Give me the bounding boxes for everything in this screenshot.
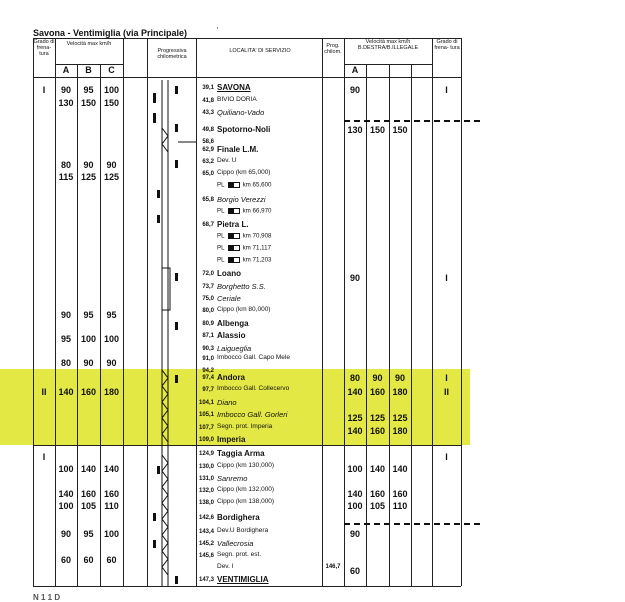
- speed-b-left: 95: [83, 310, 94, 320]
- speed-c-left: 110: [104, 501, 119, 511]
- km-value: 41,8: [202, 98, 214, 104]
- speed-a-right: 140: [347, 489, 363, 499]
- speed-a-left: 130: [58, 98, 74, 108]
- km-value: 62,9: [202, 147, 214, 153]
- speed-c-left: 160: [103, 489, 120, 499]
- location-name: Segn. prot. est.: [217, 551, 262, 558]
- title-mark: ': [217, 27, 219, 34]
- km-value: 87,1: [202, 333, 214, 339]
- speed-c-right: 110: [392, 501, 408, 511]
- speed-c-right: 180: [392, 426, 408, 436]
- speed-c-left: 60: [106, 555, 117, 565]
- speed-c-left: 100: [103, 85, 120, 95]
- km-value: 130,0: [198, 464, 214, 470]
- header-progressiva: Progressiva chilometrica: [157, 48, 187, 60]
- speed-b-right: 125: [369, 413, 386, 423]
- km-value: 97,4: [202, 375, 214, 381]
- pl-km: km 71,203: [242, 256, 272, 264]
- speed-c-left: 180: [103, 387, 120, 397]
- speed-c-right: 150: [392, 125, 408, 135]
- km-value: 109,0: [198, 437, 214, 443]
- km-value: 80,9: [202, 321, 214, 327]
- speed-b-left: 160: [80, 489, 97, 499]
- location-name: Cippo (km 65,000): [217, 169, 271, 176]
- header-grado-right: Grado di frena- tura: [434, 39, 460, 51]
- pl-km: km 71,117: [242, 244, 272, 252]
- speed-c-left: 140: [103, 464, 120, 474]
- km-value: 43,3: [202, 110, 214, 116]
- speed-c-left: 95: [106, 310, 117, 320]
- km-value: 145,2: [198, 541, 214, 547]
- location-name: Quiliano-Vado: [217, 108, 265, 117]
- speed-a-left: 90: [60, 85, 71, 95]
- prog-chilom-value: 146,7: [325, 564, 341, 570]
- tunnel-marker: [162, 455, 168, 575]
- speed-a-left: 140: [58, 489, 74, 499]
- speed-a-left: 90: [60, 310, 71, 320]
- speed-c-right: 140: [392, 464, 408, 474]
- speed-b-left: 150: [80, 98, 97, 108]
- km-value: 145,6: [198, 553, 214, 559]
- signal-mark: [175, 322, 178, 330]
- km-value: 147,3: [198, 577, 214, 583]
- speed-a-left: 90: [60, 529, 71, 539]
- speed-b-left: 100: [80, 334, 97, 344]
- location-name: Vallecrosia: [217, 539, 254, 548]
- location-name: Imbocco Gall. Gorleri: [217, 410, 288, 419]
- speed-b-right: 90: [372, 373, 383, 383]
- signal-mark: [175, 576, 178, 584]
- speed-c-right: 90: [394, 373, 405, 383]
- km-value: 105,1: [198, 412, 214, 418]
- location-name: Spotorno-Noli: [217, 125, 271, 134]
- signal-mark: [153, 113, 156, 123]
- speed-a-left: 95: [60, 334, 71, 344]
- speed-c-right: 160: [392, 489, 408, 499]
- signal-mark: [175, 273, 178, 281]
- location-name: Borgio Verezzi: [217, 195, 266, 204]
- grade-left: I: [42, 85, 46, 95]
- location-name: Albenga: [217, 319, 249, 328]
- signal-mark: [175, 160, 178, 168]
- km-value: 132,0: [198, 488, 214, 494]
- km-value: 49,8: [202, 127, 214, 133]
- km-value: 75,0: [202, 296, 214, 302]
- location-name: Dev. I: [217, 563, 234, 570]
- location-name: Finale L.M.: [217, 145, 259, 154]
- km-value: 58,6: [202, 139, 214, 145]
- speed-b-left: 60: [83, 555, 94, 565]
- pl-label: PL: [217, 256, 225, 264]
- grade-right: I: [445, 373, 448, 383]
- km-value: 97,7: [202, 387, 214, 393]
- pl-label: PL: [217, 207, 225, 215]
- speed-c-left: 150: [103, 98, 120, 108]
- grade-right: I: [445, 273, 448, 283]
- pl-label: PL: [217, 244, 225, 252]
- grade-right: I: [445, 85, 448, 95]
- km-value: 138,0: [198, 500, 214, 506]
- signal-mark: [157, 190, 160, 198]
- location-name: Sanremo: [217, 474, 248, 483]
- signal-mark: [175, 86, 178, 94]
- speed-a-right: 100: [347, 501, 363, 511]
- header-velocita-right: Velocità max km/h B.DESTRA/B.ILLEGALE: [357, 39, 419, 51]
- km-value: 65,0: [202, 171, 214, 177]
- location-name: Dev.U Bordighera: [217, 527, 269, 534]
- location-name: Segn. prot. Imperia: [217, 423, 273, 430]
- speed-c-right: 180: [392, 387, 408, 397]
- location-name: Cippo (km 80,000): [217, 306, 271, 313]
- speed-a-right: 100: [347, 464, 363, 474]
- location-name: Bordighera: [217, 513, 260, 522]
- signal-mark: [157, 215, 160, 223]
- speed-b-left: 95: [83, 529, 94, 539]
- speed-b-left: 140: [80, 464, 97, 474]
- location-name: Diano: [217, 398, 237, 407]
- speed-b-left: 95: [83, 85, 94, 95]
- header-a-right: A: [351, 65, 359, 75]
- speed-c-left: 100: [103, 334, 120, 344]
- tunnel-marker: [162, 128, 168, 152]
- km-value: 73,7: [202, 284, 214, 290]
- speed-c-right: 125: [392, 413, 408, 423]
- km-value: 91,0: [202, 356, 214, 362]
- km-value: 65,8: [202, 197, 214, 203]
- pl-label: PL: [217, 181, 225, 189]
- location-name: Dev. U: [217, 157, 237, 164]
- grade-left: II: [41, 387, 47, 397]
- signal-mark: [153, 513, 156, 521]
- speed-c-left: 100: [103, 529, 120, 539]
- speed-b-right: 160: [369, 426, 386, 436]
- speed-a-right: 140: [347, 426, 363, 436]
- speed-a-right: 90: [349, 273, 360, 283]
- signal-mark: [157, 466, 160, 474]
- pl-km: km 66,970: [242, 207, 272, 215]
- header-b-left: B: [85, 65, 92, 75]
- location-name: Andora: [217, 373, 245, 382]
- speed-a-left: 115: [58, 172, 74, 182]
- speed-a-right: 90: [349, 529, 360, 539]
- speed-b-left: 160: [80, 387, 97, 397]
- speed-b-left: 90: [83, 160, 94, 170]
- header-c-left: C: [108, 65, 115, 75]
- speed-c-left: 90: [106, 160, 117, 170]
- km-value: 80,0: [202, 308, 214, 314]
- location-name: Laigueglia: [217, 344, 252, 353]
- speed-a-right: 60: [349, 566, 360, 576]
- km-value: 68,7: [202, 222, 214, 228]
- km-value: 90,3: [202, 346, 214, 352]
- speed-a-right: 90: [349, 85, 360, 95]
- grade-right: I: [445, 452, 448, 462]
- location-name: Cippo (km 138,000): [217, 498, 275, 505]
- track-loop: [162, 268, 170, 310]
- km-value: 94,2: [202, 368, 214, 374]
- km-value: 63,2: [202, 159, 214, 165]
- location-name: BIVIO DORIA: [217, 96, 257, 103]
- km-value: 104,1: [198, 400, 214, 406]
- pl-km: km 70,908: [242, 232, 272, 240]
- speed-a-left: 100: [58, 464, 74, 474]
- location-name: Borghetto S.S.: [217, 282, 266, 291]
- speed-b-right: 140: [369, 464, 386, 474]
- location-name: Loano: [217, 269, 241, 278]
- signal-mark: [153, 540, 156, 548]
- speed-c-left: 90: [106, 358, 117, 368]
- section-title: Savona - Ventimiglia (via Principale): [33, 28, 188, 38]
- location-name: SAVONA: [217, 83, 251, 92]
- speed-a-left: 100: [58, 501, 74, 511]
- grade-left: I: [42, 452, 46, 462]
- km-value: 39,1: [202, 85, 214, 91]
- grade-right: II: [443, 387, 449, 397]
- header-localita: LOCALITA' DI SERVIZIO: [229, 48, 291, 54]
- pl-label: PL: [217, 232, 225, 240]
- location-name: Imbocco Gall. Capo Mele: [217, 354, 290, 361]
- km-value: 142,6: [198, 515, 214, 521]
- pl-km: km 65,600: [242, 181, 272, 189]
- speed-b-right: 160: [369, 489, 386, 499]
- location-name: Ceriale: [217, 294, 241, 303]
- speed-a-right: 130: [347, 125, 363, 135]
- signal-mark: [153, 93, 156, 103]
- speed-a-left: 140: [58, 387, 74, 397]
- location-name: Pietra L.: [217, 220, 249, 229]
- location-name: VENTIMIGLIA: [217, 575, 269, 584]
- speed-b-left: 105: [80, 501, 97, 511]
- speed-a-right: 140: [347, 387, 363, 397]
- km-value: 72,0: [202, 271, 214, 277]
- km-value: 124,9: [198, 451, 214, 457]
- speed-b-left: 90: [83, 358, 94, 368]
- speed-b-right: 160: [369, 387, 386, 397]
- location-name: Cippo (km 130,000): [217, 462, 275, 469]
- speed-a-right: 80: [349, 373, 360, 383]
- header-a-left: A: [62, 65, 70, 75]
- speed-b-left: 125: [80, 172, 97, 182]
- km-value: 131,0: [198, 476, 214, 482]
- tunnel-marker: [162, 370, 168, 442]
- header-velocita-left: Velocità max km/h: [66, 41, 112, 47]
- signal-mark: [175, 375, 178, 383]
- footer-fragment: N 1 1 D: [33, 593, 61, 602]
- speed-a-right: 125: [347, 413, 363, 423]
- header-prog-chilom: Prog. chilom.: [324, 43, 342, 55]
- km-value: 107,7: [198, 425, 214, 431]
- header-grado-left: Grado di frena- tura: [33, 39, 55, 57]
- location-name: Cippo (km 132,000): [217, 486, 275, 493]
- speed-a-left: 80: [60, 358, 71, 368]
- speed-a-left: 60: [60, 555, 71, 565]
- location-name: Alassio: [217, 331, 246, 340]
- signal-mark: [175, 124, 178, 132]
- location-name: Imperia: [217, 435, 246, 444]
- location-name: Imbocco Gall. Collecervo: [217, 385, 290, 392]
- location-name: Taggia Arma: [217, 449, 265, 458]
- speed-c-left: 125: [103, 172, 120, 182]
- speed-b-right: 105: [369, 501, 386, 511]
- speed-b-right: 150: [369, 125, 386, 135]
- speed-a-left: 80: [60, 160, 71, 170]
- km-value: 143,4: [198, 529, 214, 535]
